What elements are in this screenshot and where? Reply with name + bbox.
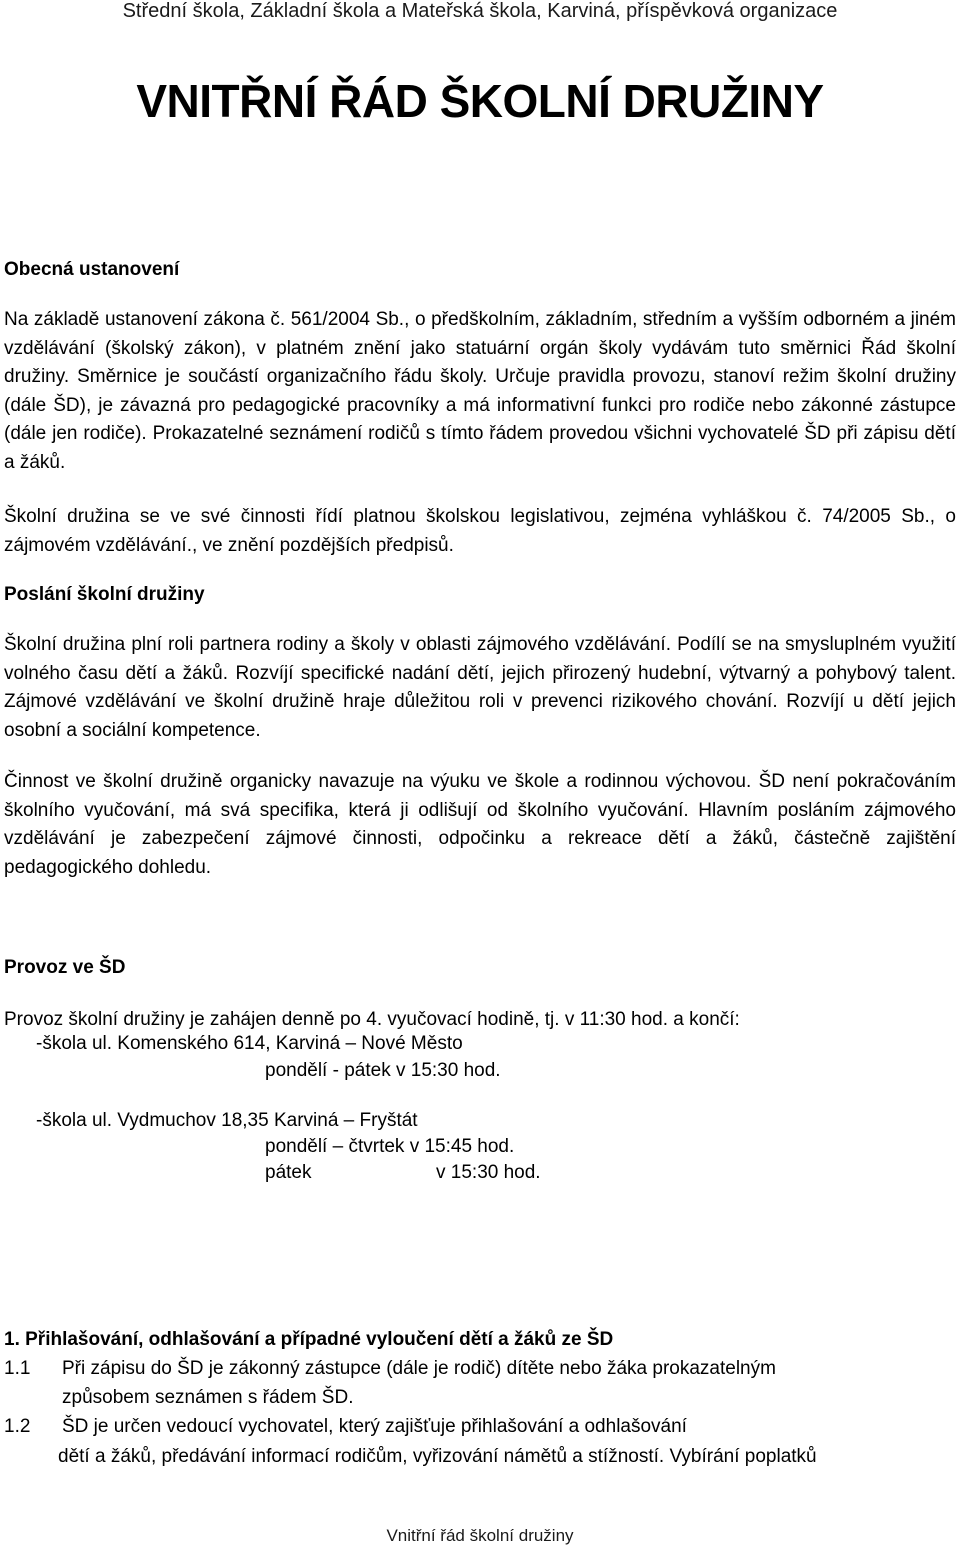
school-komenskeho: -škola ul. Komenského 614, Karviná – Nové Město xyxy=(36,1033,463,1054)
section-heading-general: Obecná ustanovení xyxy=(4,259,180,280)
section-heading-registration: 1. Přihlašování, odhlašování a případné vyloučení dětí a žáků ze ŠD xyxy=(4,1329,614,1350)
item-number-1-1: 1.1 xyxy=(4,1358,31,1379)
section-heading-operation: Provoz ve ŠD xyxy=(4,957,126,978)
school-vydmuchov-hours-mon-thu: pondělí – čtvrtek v 15:45 hod. xyxy=(265,1136,515,1157)
item-1-1-line-2: způsobem seznámen s řádem ŠD. xyxy=(62,1387,354,1408)
school-vydmuchov-friday-label: pátek xyxy=(265,1162,312,1183)
school-vydmuchov-friday-time: v 15:30 hod. xyxy=(436,1162,541,1183)
paragraph-general-2: Školní družina se ve své činnosti řídí platnou školskou legislativou, zejména vyhláškou č. 74/2005 Sb., o zájmovém vzdělávání., ve znění pozdějších předpisů. xyxy=(4,506,956,556)
document-footer: Vnitřní řád školní družiny xyxy=(386,1526,574,1545)
item-number-1-2: 1.2 xyxy=(4,1416,31,1437)
school-vydmuchov: -škola ul. Vydmuchov 18,35 Karviná – Fryštát xyxy=(36,1110,418,1131)
item-1-1-line-1: Při zápisu do ŠD je zákonný zástupce (dále je rodič) dítěte nebo žáka prokazatelným xyxy=(62,1358,776,1379)
operation-intro: Provoz školní družiny je zahájen denně po 4. vyučovací hodině, tj. v 11:30 hod. a končí: xyxy=(4,1009,740,1030)
document-header: Střední škola, Základní škola a Mateřská škola, Karviná, příspěvková organizace xyxy=(122,0,838,22)
paragraph-general-1: Na základě ustanovení zákona č. 561/2004 Sb., o předškolním, základním, středním a vyšším odborném a jiném vzdělávání (školský zákon), v platném znění jako statuární orgán školy vydávám tuto směrnici Řád školní družiny. Směrnice je součástí organizačního řádu školy. Určuje pravidla provozu, stanoví režim školní družiny (dále ŠD), je závazná pro pedagogické pracovníky a má informativní funkci pro rodiče nebo zákonné zástupce (dále jen rodiče). Prokazatelné seznámení rodičů s tímto řádem provedou všichni vychovatelé ŠD při zápisu dětí a žáků. xyxy=(4,309,956,473)
section-heading-mission: Poslání školní družiny xyxy=(4,584,205,605)
paragraph-mission-2: Činnost ve školní družině organicky navazuje na výuku ve škole a rodinnou výchovou. ŠD není pokračováním školního vyučování, má svá specifika, která ji odlišují od školního vyučování. Hlavním posláním zájmového vzdělávání je zabezpečení zájmové činnosti, odpočinku a rekreace dětí a žáků, částečně zajištění pedagogického dohledu. xyxy=(4,771,956,878)
item-1-2-line-2: dětí a žáků, předávání informací rodičům, vyřizování námětů a stížností. Vybírání poplatků xyxy=(58,1446,817,1467)
item-1-2-line-1: ŠD je určen vedoucí vychovatel, který zajišťuje přihlašování a odhlašování xyxy=(62,1416,687,1437)
paragraph-mission-1: Školní družina plní roli partnera rodiny a školy v oblasti zájmového vzdělávání. Podílí se na smysluplném využití volného času dětí a žáků. Rozvíjí specifické nadání dětí, jejich přirozený hudební, výtvarný a pohybový talent. Zájmové vzdělávání ve školní družině hraje důležitou roli v prevenci rizikového chování. Rozvíjí u dětí jejich osobní a sociální kompetence. xyxy=(4,634,956,741)
document-title: VNITŘNÍ ŘÁD ŠKOLNÍ DRUŽINY xyxy=(136,75,824,127)
school-komenskeho-hours: pondělí - pátek v 15:30 hod. xyxy=(265,1060,501,1081)
